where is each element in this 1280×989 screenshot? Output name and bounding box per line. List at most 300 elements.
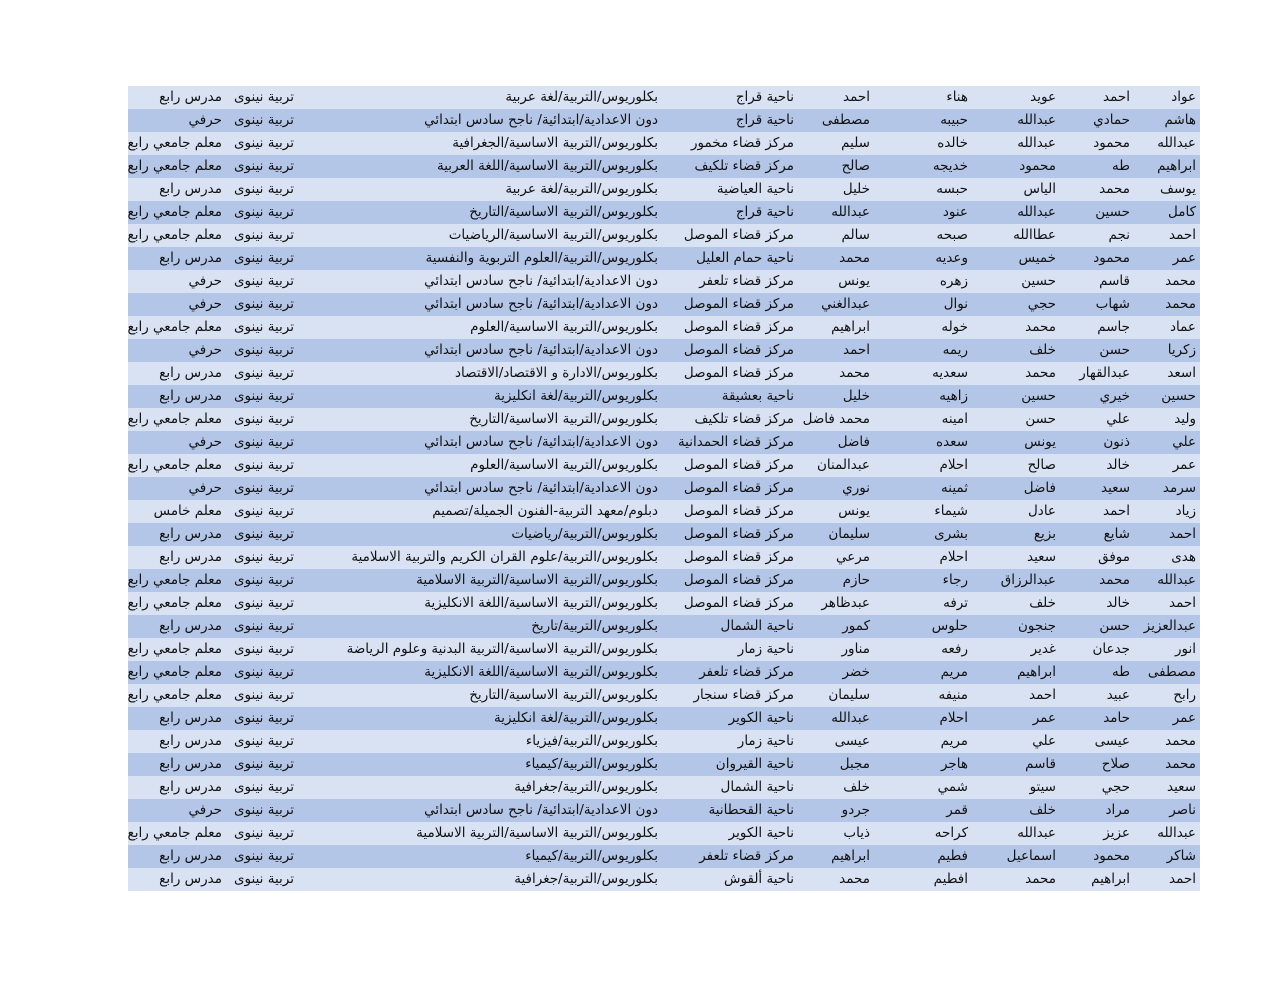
cell-mother-name: عنود (874, 201, 972, 224)
cell-mother-name: امينه (874, 408, 972, 431)
cell-qualification: دبلوم/معهد التربية-الفنون الجميلة/تصميم (298, 500, 662, 523)
table-row (128, 178, 1200, 201)
cell-qualification: دون الاعدادية/ابتدائية/ ناجح سادس ابتدائي (298, 270, 662, 293)
cell-grandfather-name: عطاالله (972, 224, 1060, 247)
cell-qualification: بكلوريوس/التربية/جغرافية (298, 776, 662, 799)
cell-father-name: عبيد (1060, 684, 1134, 707)
cell-grandfather-name: حسين (972, 385, 1060, 408)
table-row (128, 293, 1200, 316)
cell-location: ناحية قراج (662, 201, 798, 224)
cell-job-title: مدرس رابع (128, 615, 226, 638)
cell-mother-father-name: يونس (798, 500, 874, 523)
cell-first-name: عبدالله (1134, 132, 1200, 155)
cell-father-name: عزيز (1060, 822, 1134, 845)
cell-father-name: طه (1060, 155, 1134, 178)
table-row (128, 477, 1200, 500)
table-row (128, 270, 1200, 293)
table-row (128, 201, 1200, 224)
table-row (128, 730, 1200, 753)
cell-job-title: مدرس رابع (128, 845, 226, 868)
cell-grandfather-name: عبدالله (972, 822, 1060, 845)
cell-first-name: ناصر (1134, 799, 1200, 822)
cell-qualification: بكلوريوس/التربية/رياضيات (298, 523, 662, 546)
cell-father-name: خالد (1060, 454, 1134, 477)
cell-mother-father-name: فاضل (798, 431, 874, 454)
cell-father-name: محمود (1060, 132, 1134, 155)
cell-mother-father-name: مرعي (798, 546, 874, 569)
table-row (128, 224, 1200, 247)
cell-first-name: محمد (1134, 293, 1200, 316)
cell-father-name: جاسم (1060, 316, 1134, 339)
cell-job-title: مدرس رابع (128, 707, 226, 730)
cell-job-title: معلم جامعي رابع (128, 684, 226, 707)
cell-location: ناحية حمام العليل (662, 247, 798, 270)
cell-first-name: عمر (1134, 454, 1200, 477)
cell-job-title: مدرس رابع (128, 753, 226, 776)
cell-location: مركز قضاء الموصل (662, 339, 798, 362)
cell-mother-father-name: كمور (798, 615, 874, 638)
cell-directorate: تربية نينوى (226, 799, 298, 822)
cell-mother-father-name: مجبل (798, 753, 874, 776)
table-row (128, 638, 1200, 661)
cell-mother-father-name: سليمان (798, 523, 874, 546)
cell-qualification: بكلوريوس/التربية/لغة عربية (298, 178, 662, 201)
cell-job-title: مدرس رابع (128, 362, 226, 385)
cell-grandfather-name: عبدالله (972, 201, 1060, 224)
cell-mother-name: شمي (874, 776, 972, 799)
cell-job-title: مدرس رابع (128, 178, 226, 201)
cell-first-name: عبدالله (1134, 822, 1200, 845)
cell-mother-father-name: مناور (798, 638, 874, 661)
cell-qualification: بكلوريوس/التربية الاساسية/اللغة العربية (298, 155, 662, 178)
cell-father-name: محمد (1060, 569, 1134, 592)
cell-first-name: سرمد (1134, 477, 1200, 500)
cell-mother-father-name: محمد (798, 247, 874, 270)
cell-father-name: حامد (1060, 707, 1134, 730)
cell-directorate: تربية نينوى (226, 546, 298, 569)
cell-mother-father-name: احمد (798, 339, 874, 362)
table-row (128, 776, 1200, 799)
cell-qualification: بكلوريوس/التربية/العلوم التربوية والنفسية (298, 247, 662, 270)
table-row (128, 684, 1200, 707)
cell-mother-name: رفعه (874, 638, 972, 661)
cell-mother-name: ثمينه (874, 477, 972, 500)
employee-table (128, 86, 1200, 891)
cell-location: مركز قضاء تلكيف (662, 155, 798, 178)
cell-mother-father-name: خليل (798, 178, 874, 201)
cell-first-name: علي (1134, 431, 1200, 454)
cell-first-name: عبدالله (1134, 569, 1200, 592)
cell-directorate: تربية نينوى (226, 224, 298, 247)
cell-first-name: عمر (1134, 707, 1200, 730)
cell-mother-name: احلام (874, 546, 972, 569)
cell-mother-name: ريمه (874, 339, 972, 362)
cell-location: ناحية زمار (662, 638, 798, 661)
cell-mother-name: سعده (874, 431, 972, 454)
cell-qualification: بكلوريوس/التربية/كيمياء (298, 753, 662, 776)
cell-directorate: تربية نينوى (226, 247, 298, 270)
cell-directorate: تربية نينوى (226, 109, 298, 132)
cell-father-name: عبدالقهار (1060, 362, 1134, 385)
cell-job-title: معلم جامعي رابع (128, 132, 226, 155)
cell-job-title: معلم جامعي رابع (128, 661, 226, 684)
cell-first-name: اسعد (1134, 362, 1200, 385)
cell-location: ناحية بعشيقة (662, 385, 798, 408)
cell-job-title: مدرس رابع (128, 546, 226, 569)
cell-mother-father-name: ابراهيم (798, 316, 874, 339)
cell-qualification: بكلوريوس/التربية/تاريخ (298, 615, 662, 638)
cell-grandfather-name: حسن (972, 408, 1060, 431)
cell-location: ناحية الشمال (662, 776, 798, 799)
cell-first-name: عبدالعزيز (1134, 615, 1200, 638)
cell-first-name: عواد (1134, 86, 1200, 109)
cell-qualification: بكلوريوس/التربية الاساسية/اللغة الانكليزية (298, 592, 662, 615)
cell-job-title: مدرس رابع (128, 776, 226, 799)
cell-job-title: مدرس رابع (128, 523, 226, 546)
cell-directorate: تربية نينوى (226, 569, 298, 592)
cell-mother-father-name: محمد فاضل (798, 408, 874, 431)
cell-directorate: تربية نينوى (226, 270, 298, 293)
cell-grandfather-name: خلف (972, 339, 1060, 362)
cell-father-name: صلاح (1060, 753, 1134, 776)
cell-location: ناحية العياضية (662, 178, 798, 201)
cell-job-title: حرفي (128, 109, 226, 132)
cell-mother-father-name: مصطفى (798, 109, 874, 132)
cell-grandfather-name: عادل (972, 500, 1060, 523)
cell-job-title: حرفي (128, 799, 226, 822)
cell-first-name: احمد (1134, 868, 1200, 891)
cell-mother-father-name: عبدظاهر (798, 592, 874, 615)
cell-qualification: بكلوريوس/التربية الاساسية/التاريخ (298, 408, 662, 431)
cell-first-name: وليد (1134, 408, 1200, 431)
table-row (128, 86, 1200, 109)
cell-qualification: بكلوريوس/التربية/لغة انكليزية (298, 707, 662, 730)
cell-grandfather-name: عبدالله (972, 132, 1060, 155)
cell-first-name: احمد (1134, 523, 1200, 546)
table-row (128, 569, 1200, 592)
cell-mother-name: افطيم (874, 868, 972, 891)
cell-mother-name: شيماء (874, 500, 972, 523)
cell-mother-father-name: ابراهيم (798, 845, 874, 868)
table-row (128, 592, 1200, 615)
cell-grandfather-name: الياس (972, 178, 1060, 201)
cell-mother-name: حلوس (874, 615, 972, 638)
cell-mother-name: هناء (874, 86, 972, 109)
cell-directorate: تربية نينوى (226, 868, 298, 891)
cell-first-name: شاكر (1134, 845, 1200, 868)
cell-qualification: بكلوريوس/التربية الاساسية/اللغة الانكليزية (298, 661, 662, 684)
cell-job-title: حرفي (128, 431, 226, 454)
cell-directorate: تربية نينوى (226, 178, 298, 201)
cell-grandfather-name: محمد (972, 362, 1060, 385)
table-row (128, 408, 1200, 431)
cell-grandfather-name: احمد (972, 684, 1060, 707)
cell-mother-name: نوال (874, 293, 972, 316)
table-row (128, 615, 1200, 638)
cell-mother-father-name: احمد (798, 86, 874, 109)
cell-grandfather-name: عمر (972, 707, 1060, 730)
cell-directorate: تربية نينوى (226, 339, 298, 362)
cell-qualification: دون الاعدادية/ابتدائية/ ناجح سادس ابتدائي (298, 799, 662, 822)
cell-job-title: معلم جامعي رابع (128, 155, 226, 178)
cell-father-name: مراد (1060, 799, 1134, 822)
cell-grandfather-name: قاسم (972, 753, 1060, 776)
cell-qualification: بكلوريوس/التربية/كيمياء (298, 845, 662, 868)
cell-mother-name: قمر (874, 799, 972, 822)
cell-location: مركز قضاء الموصل (662, 523, 798, 546)
cell-mother-father-name: ذياب (798, 822, 874, 845)
cell-grandfather-name: اسماعيل (972, 845, 1060, 868)
table-row (128, 247, 1200, 270)
table-row (128, 546, 1200, 569)
cell-qualification: بكلوريوس/التربية/جغرافية (298, 868, 662, 891)
cell-mother-name: زهره (874, 270, 972, 293)
cell-mother-father-name: سليم (798, 132, 874, 155)
cell-mother-father-name: خلف (798, 776, 874, 799)
table-row (128, 155, 1200, 178)
cell-grandfather-name: حسين (972, 270, 1060, 293)
cell-mother-name: احلام (874, 707, 972, 730)
cell-mother-father-name: خضر (798, 661, 874, 684)
cell-qualification: دون الاعدادية/ابتدائية/ ناجح سادس ابتدائي (298, 477, 662, 500)
cell-location: ناحية زمار (662, 730, 798, 753)
cell-directorate: تربية نينوى (226, 500, 298, 523)
cell-qualification: دون الاعدادية/ابتدائية/ ناجح سادس ابتدائي (298, 293, 662, 316)
cell-mother-name: خالده (874, 132, 972, 155)
cell-grandfather-name: فاضل (972, 477, 1060, 500)
table-row (128, 132, 1200, 155)
cell-directorate: تربية نينوى (226, 638, 298, 661)
cell-mother-father-name: عبدالمنان (798, 454, 874, 477)
cell-first-name: زياد (1134, 500, 1200, 523)
cell-mother-name: احلام (874, 454, 972, 477)
cell-mother-name: صبحه (874, 224, 972, 247)
cell-grandfather-name: يونس (972, 431, 1060, 454)
cell-job-title: معلم جامعي رابع (128, 592, 226, 615)
table-row (128, 431, 1200, 454)
cell-mother-name: بشرى (874, 523, 972, 546)
cell-job-title: معلم جامعي رابع (128, 638, 226, 661)
cell-grandfather-name: محمد (972, 868, 1060, 891)
cell-job-title: مدرس رابع (128, 868, 226, 891)
cell-location: مركز قضاء سنجار (662, 684, 798, 707)
cell-father-name: محمد (1060, 178, 1134, 201)
cell-mother-father-name: عيسى (798, 730, 874, 753)
cell-job-title: حرفي (128, 270, 226, 293)
cell-grandfather-name: خلف (972, 592, 1060, 615)
cell-directorate: تربية نينوى (226, 293, 298, 316)
cell-first-name: رابح (1134, 684, 1200, 707)
cell-grandfather-name: علي (972, 730, 1060, 753)
table-row (128, 845, 1200, 868)
cell-location: ناحية القيروان (662, 753, 798, 776)
cell-mother-father-name: محمد (798, 362, 874, 385)
table-row (128, 707, 1200, 730)
cell-mother-name: حبيبه (874, 109, 972, 132)
cell-father-name: شهاب (1060, 293, 1134, 316)
cell-directorate: تربية نينوى (226, 684, 298, 707)
cell-mother-father-name: جردو (798, 799, 874, 822)
table-row (128, 523, 1200, 546)
cell-first-name: محمد (1134, 270, 1200, 293)
cell-father-name: نجم (1060, 224, 1134, 247)
cell-father-name: طه (1060, 661, 1134, 684)
cell-qualification: بكلوريوس/التربية الاساسية/التربية الاسلامية (298, 822, 662, 845)
cell-qualification: بكلوريوس/التربية الاساسية/الرياضيات (298, 224, 662, 247)
table-row (128, 109, 1200, 132)
cell-father-name: موفق (1060, 546, 1134, 569)
cell-job-title: معلم جامعي رابع (128, 316, 226, 339)
cell-qualification: بكلوريوس/التربية الاساسية/العلوم (298, 316, 662, 339)
cell-job-title: معلم جامعي رابع (128, 822, 226, 845)
cell-directorate: تربية نينوى (226, 661, 298, 684)
cell-mother-father-name: صالح (798, 155, 874, 178)
cell-grandfather-name: صالح (972, 454, 1060, 477)
cell-location: مركز قضاء الموصل (662, 569, 798, 592)
cell-job-title: معلم جامعي رابع (128, 224, 226, 247)
cell-location: ناحية الكوير (662, 707, 798, 730)
cell-location: ناحية ألقوش (662, 868, 798, 891)
cell-mother-father-name: يونس (798, 270, 874, 293)
cell-mother-father-name: سالم (798, 224, 874, 247)
cell-location: مركز قضاء الموصل (662, 293, 798, 316)
cell-qualification: دون الاعدادية/ابتدائية/ ناجح سادس ابتدائي (298, 109, 662, 132)
cell-job-title: مدرس رابع (128, 247, 226, 270)
table-row (128, 500, 1200, 523)
cell-father-name: خيري (1060, 385, 1134, 408)
cell-first-name: زكريا (1134, 339, 1200, 362)
cell-mother-father-name: عبدالغني (798, 293, 874, 316)
table-row (128, 339, 1200, 362)
cell-location: مركز قضاء الموصل (662, 500, 798, 523)
cell-job-title: حرفي (128, 293, 226, 316)
cell-qualification: بكلوريوس/التربية الاساسية/التربية الاسلامية (298, 569, 662, 592)
cell-mother-father-name: حازم (798, 569, 874, 592)
cell-location: مركز قضاء مخمور (662, 132, 798, 155)
cell-father-name: احمد (1060, 500, 1134, 523)
cell-location: مركز قضاء الموصل (662, 316, 798, 339)
cell-location: مركز قضاء تلعفر (662, 845, 798, 868)
cell-qualification: بكلوريوس/التربية الاساسية/التاريخ (298, 201, 662, 224)
cell-first-name: مصطفى (1134, 661, 1200, 684)
table-row (128, 868, 1200, 891)
table-body (128, 86, 1200, 891)
cell-mother-name: ترفه (874, 592, 972, 615)
cell-mother-name: مريم (874, 730, 972, 753)
cell-mother-father-name: محمد (798, 868, 874, 891)
cell-mother-name: وعديه (874, 247, 972, 270)
cell-first-name: حسين (1134, 385, 1200, 408)
table-row (128, 362, 1200, 385)
cell-qualification: بكلوريوس/التربية الاساسية/الجغرافية (298, 132, 662, 155)
cell-father-name: شايع (1060, 523, 1134, 546)
cell-directorate: تربية نينوى (226, 523, 298, 546)
cell-grandfather-name: محمد (972, 316, 1060, 339)
cell-first-name: انور (1134, 638, 1200, 661)
cell-first-name: يوسف (1134, 178, 1200, 201)
cell-qualification: بكلوريوس/التربية/فيزياء (298, 730, 662, 753)
cell-mother-father-name: خليل (798, 385, 874, 408)
cell-location: مركز قضاء الموصل (662, 454, 798, 477)
cell-directorate: تربية نينوى (226, 316, 298, 339)
cell-grandfather-name: سعيد (972, 546, 1060, 569)
cell-father-name: جدعان (1060, 638, 1134, 661)
cell-father-name: محمود (1060, 845, 1134, 868)
cell-directorate: تربية نينوى (226, 753, 298, 776)
cell-first-name: احمد (1134, 592, 1200, 615)
cell-grandfather-name: عبدالله (972, 109, 1060, 132)
cell-job-title: مدرس رابع (128, 730, 226, 753)
cell-first-name: محمد (1134, 730, 1200, 753)
cell-grandfather-name: سيتو (972, 776, 1060, 799)
cell-directorate: تربية نينوى (226, 592, 298, 615)
cell-mother-father-name: عبدالله (798, 707, 874, 730)
cell-father-name: قاسم (1060, 270, 1134, 293)
cell-qualification: بكلوريوس/التربية الاساسية/التاريخ (298, 684, 662, 707)
table-row (128, 822, 1200, 845)
cell-job-title: مدرس رابع (128, 385, 226, 408)
cell-directorate: تربية نينوى (226, 730, 298, 753)
cell-job-title: معلم جامعي رابع (128, 569, 226, 592)
cell-qualification: بكلوريوس/التربية الاساسية/العلوم (298, 454, 662, 477)
cell-grandfather-name: جنجون (972, 615, 1060, 638)
cell-directorate: تربية نينوى (226, 201, 298, 224)
cell-mother-name: منيفه (874, 684, 972, 707)
cell-directorate: تربية نينوى (226, 362, 298, 385)
cell-mother-name: رجاء (874, 569, 972, 592)
cell-mother-name: خديجه (874, 155, 972, 178)
cell-qualification: بكلوريوس/التربية/علوم القران الكريم والتربية الاسلامية (298, 546, 662, 569)
cell-first-name: ابراهيم (1134, 155, 1200, 178)
cell-qualification: بكلوريوس/الادارة و الاقتصاد/الاقتصاد (298, 362, 662, 385)
cell-first-name: هدى (1134, 546, 1200, 569)
cell-directorate: تربية نينوى (226, 155, 298, 178)
cell-mother-father-name: سليمان (798, 684, 874, 707)
cell-first-name: سعيد (1134, 776, 1200, 799)
cell-grandfather-name: عويد (972, 86, 1060, 109)
cell-father-name: حسن (1060, 615, 1134, 638)
cell-grandfather-name: خميس (972, 247, 1060, 270)
cell-first-name: احمد (1134, 224, 1200, 247)
cell-mother-name: سعديه (874, 362, 972, 385)
table-row (128, 799, 1200, 822)
cell-grandfather-name: بزيع (972, 523, 1060, 546)
cell-grandfather-name: عبدالرزاق (972, 569, 1060, 592)
cell-first-name: كامل (1134, 201, 1200, 224)
cell-directorate: تربية نينوى (226, 707, 298, 730)
cell-job-title: معلم خامس (128, 500, 226, 523)
cell-mother-name: كراحه (874, 822, 972, 845)
cell-location: ناحية القحطانية (662, 799, 798, 822)
table-row (128, 753, 1200, 776)
cell-location: مركز قضاء تلعفر (662, 270, 798, 293)
cell-location: مركز قضاء تلكيف (662, 408, 798, 431)
cell-mother-father-name: نوري (798, 477, 874, 500)
cell-job-title: معلم جامعي رابع (128, 201, 226, 224)
cell-father-name: عيسى (1060, 730, 1134, 753)
cell-father-name: احمد (1060, 86, 1134, 109)
cell-qualification: دون الاعدادية/ابتدائية/ ناجح سادس ابتدائي (298, 431, 662, 454)
cell-directorate: تربية نينوى (226, 132, 298, 155)
table-row (128, 316, 1200, 339)
cell-directorate: تربية نينوى (226, 86, 298, 109)
cell-qualification: دون الاعدادية/ابتدائية/ ناجح سادس ابتدائي (298, 339, 662, 362)
cell-grandfather-name: محمود (972, 155, 1060, 178)
cell-job-title: حرفي (128, 339, 226, 362)
cell-directorate: تربية نينوى (226, 431, 298, 454)
table-row (128, 661, 1200, 684)
cell-location: مركز قضاء الموصل (662, 362, 798, 385)
